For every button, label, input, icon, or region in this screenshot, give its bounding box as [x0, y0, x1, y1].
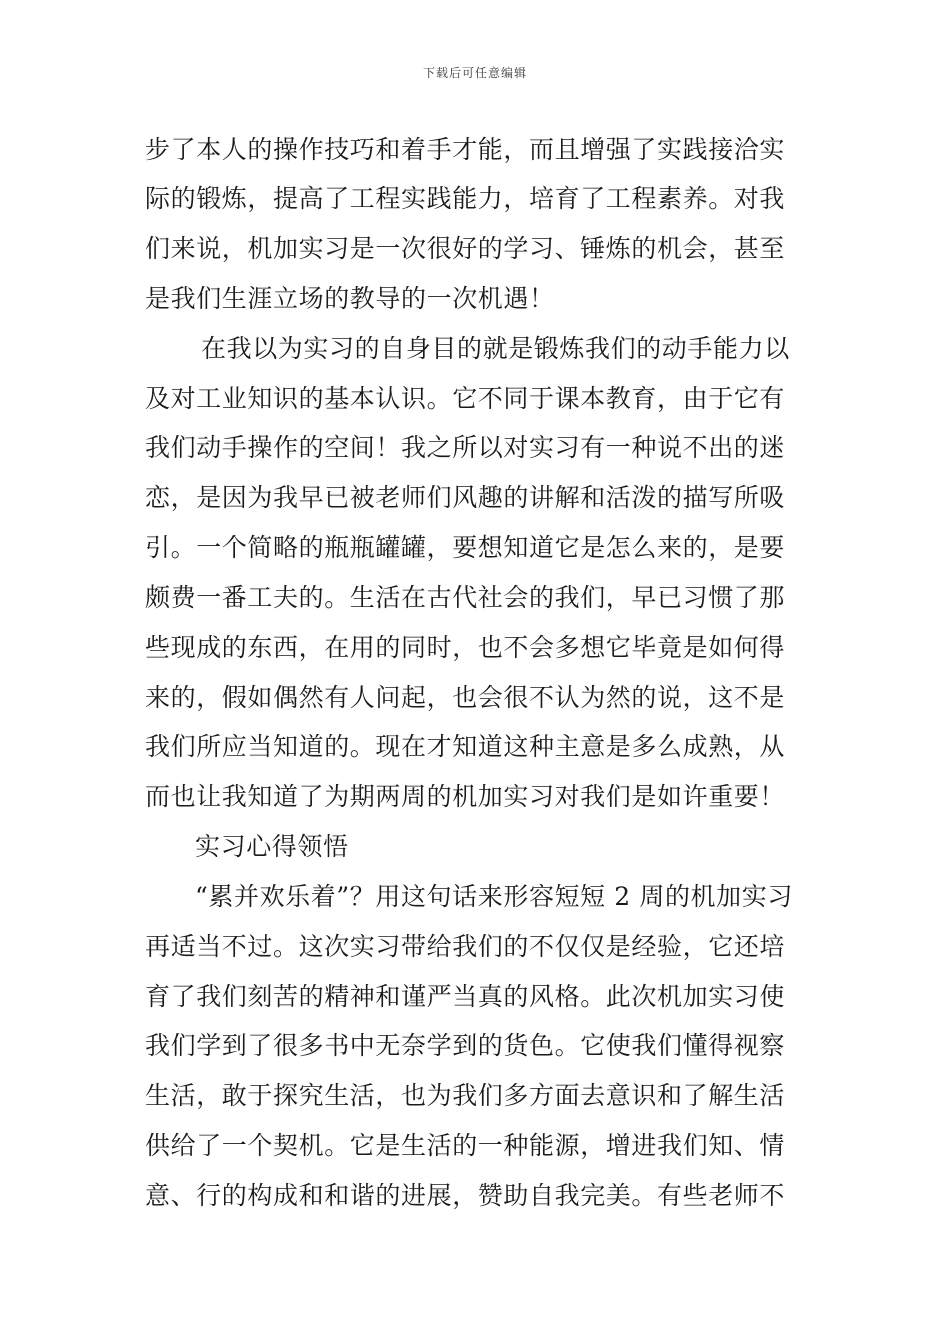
- text-line: 生活，敢于探究生活，也为我们多方面去意识和了解生活: [145, 1081, 786, 1110]
- text-line: 我们所应当知道的。现在才知道这种主意是多么成熟，从: [145, 732, 786, 761]
- text-line: 意、行的构成和和谐的进展，赞助自我完美。有些老师不: [145, 1181, 786, 1210]
- text-line: 我们动手操作的空间！我之所以对实习有一种说不出的迷: [145, 433, 786, 462]
- text-line: 是我们生涯立场的教导的一次机遇！: [145, 284, 555, 313]
- text-line: 步了本人的操作技巧和着手才能，而且增强了实践接洽实: [145, 135, 786, 164]
- page-header: 下载后可任意编辑: [422, 66, 527, 80]
- text-line: 来的，假如偶然有人问起，也会很不认为然的说，这不是: [145, 683, 786, 712]
- text-line: 颇费一番工夫的。生活在古代社会的我们，早已习惯了那: [145, 583, 786, 612]
- text-line: 再适当不过。这次实习带给我们的不仅仅是经验，它还培: [145, 932, 786, 961]
- text-line: 际的锻炼，提高了工程实践能力，培育了工程素养。对我: [145, 184, 786, 213]
- section-heading: 实习心得领悟: [195, 832, 349, 861]
- text-line: 供给了一个契机。它是生活的一种能源，增进我们知、情: [145, 1131, 786, 1160]
- text-line: “累并欢乐着”？用这句话来形容短短 2 周的机加实习: [195, 882, 793, 911]
- text-line: 些现成的东西，在用的同时，也不会多想它毕竟是如何得: [145, 633, 786, 662]
- text-line: 恋，是因为我早已被老师们风趣的讲解和活泼的描写所吸: [145, 483, 786, 512]
- text-line: 我们学到了很多书中无奈学到的货色。它使我们懂得视察: [145, 1031, 786, 1060]
- text-line: 在我以为实习的自身目的就是锻炼我们的动手能力以: [201, 334, 790, 363]
- text-line: 及对工业知识的基本认识。它不同于课本教育，由于它有: [145, 384, 786, 413]
- text-line: 引。一个简略的瓶瓶罐罐，要想知道它是怎么来的，是要: [145, 533, 786, 562]
- text-line: 而也让我知道了为期两周的机加实习对我们是如许重要！: [145, 782, 786, 811]
- text-line: 育了我们刻苦的精神和谨严当真的风格。此次机加实习使: [145, 982, 786, 1011]
- text-line: 们来说，机加实习是一次很好的学习、锤炼的机会，甚至: [145, 234, 786, 263]
